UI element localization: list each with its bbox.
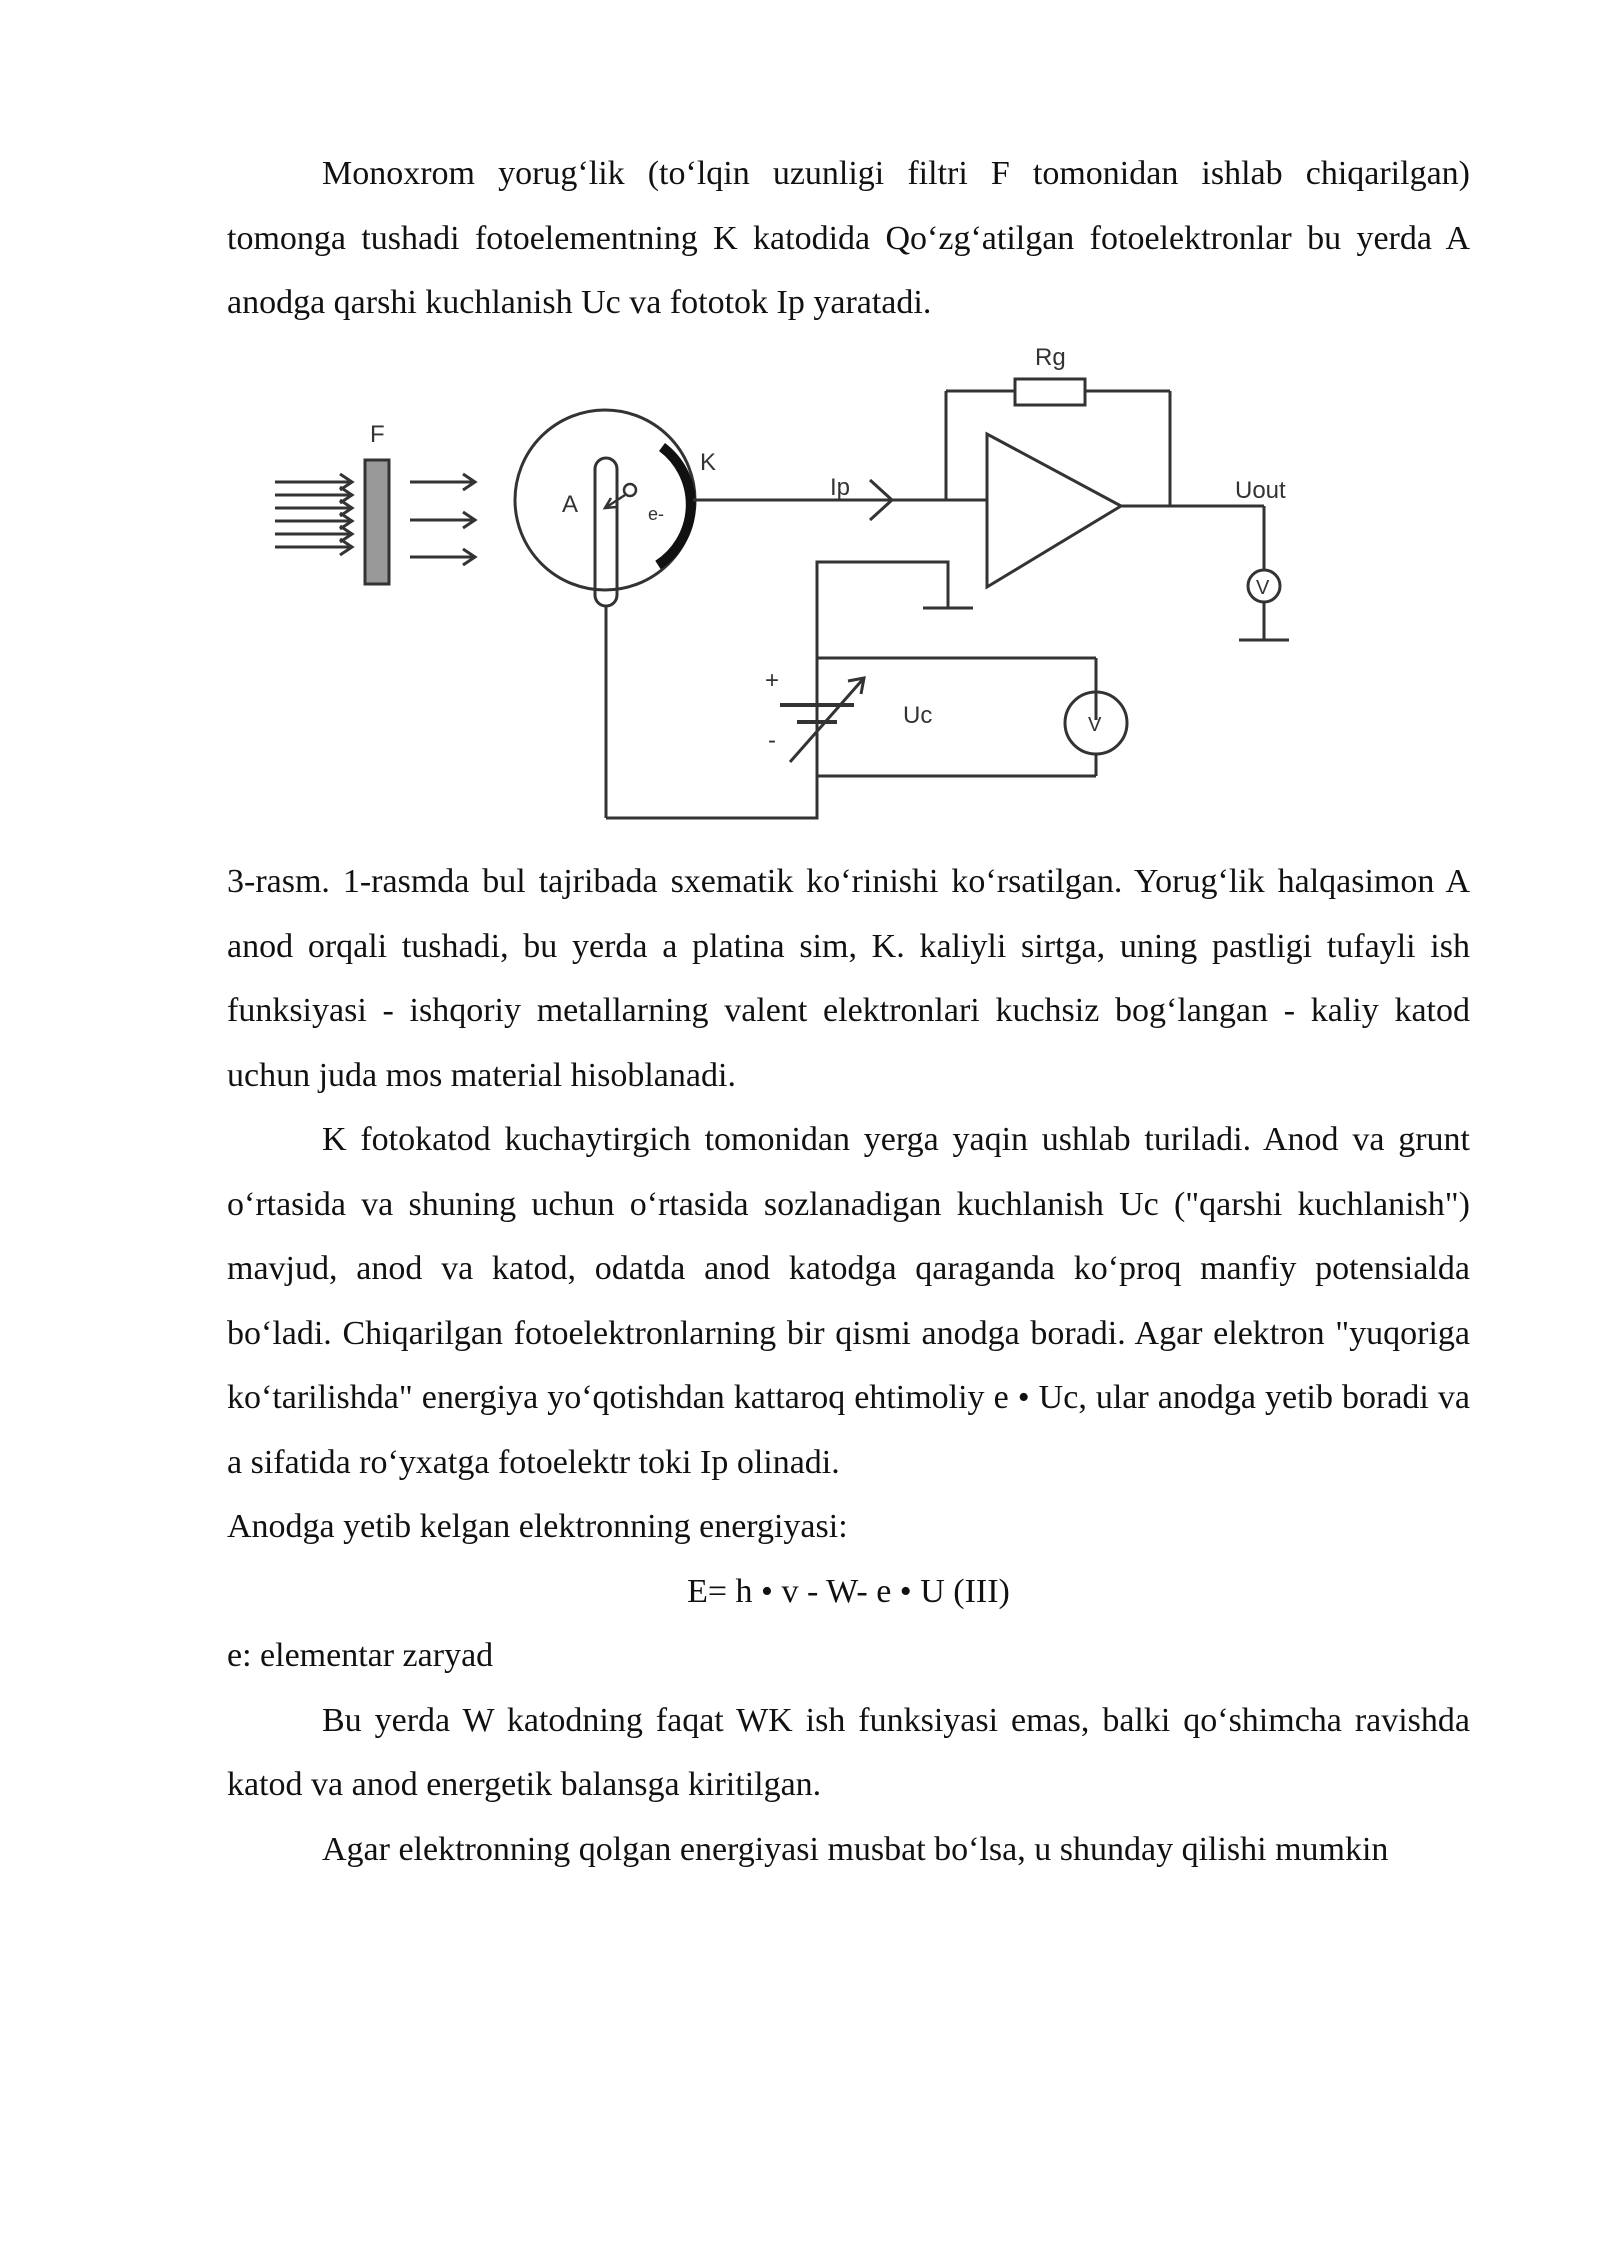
- resistor-label: Rg: [1035, 344, 1066, 371]
- current-label: Ip: [830, 474, 851, 501]
- paragraph-work-function: Bu yerda W katodning faqat WK ish funksiyasi emas, balki qo‘shimcha ravishda katod va anod energetik balansga kiritilgan.: [227, 1701, 1470, 1803]
- anode-rod: [595, 458, 617, 606]
- plus-label: +: [765, 667, 780, 694]
- anode-label: A: [562, 491, 579, 518]
- energy-formula: E= h • v - W- e • U (III): [687, 1572, 1010, 1610]
- circuit-diagram: [260, 330, 1320, 830]
- electron-label: e-: [648, 504, 665, 524]
- paragraph-photocathode: K fotokatod kuchaytirgich tomonidan yerga yaqin ushlab turiladi. Anod va grunt o‘rtasida va shuning uchun o‘rtasida sozlanadigan kuchlanish Uc ("qarshi kuchlanish") mavjud, anod va katod, odatda anod katodga qaraganda ko‘proq manfiy potensialda bo‘ladi. Chiqarilgan fotoelektronlarning bir qismi anodga boradi. Agar elektron "yuqoriga ko‘tarilishda" energiya yo‘qotishdan kattaroq ehtimoliy e • Uc, ular anodga yetib boradi va a sifatida ro‘yxatga fotoelektr toki Ip olinadi.: [227, 1121, 1470, 1481]
- charge-definition: e: elementar zaryad: [227, 1637, 494, 1674]
- intro-section: [227, 142, 1470, 336]
- light-arrows-right: [410, 474, 475, 565]
- resistor-rg: [1015, 379, 1085, 405]
- filter-label: F: [370, 421, 385, 448]
- filter-plate: [365, 460, 389, 584]
- voltmeter-out-label: V: [1256, 577, 1270, 599]
- cathode-label: K: [700, 449, 717, 476]
- intro-paragraph: Monoxrom yorug‘lik (to‘lqin uzunligi filtri F tomonidan ishlab chiqarilgan) tomonga tushadi fotoelementning K katodida Qo‘zg‘atilgan fotoelektronlar bu yerda A anodga qarshi kuchlanish Uc va fototok Ip yaratadi.: [227, 155, 1470, 321]
- voltmeter-uc-label: V: [1088, 714, 1102, 736]
- output-label: Uout: [1235, 477, 1286, 504]
- circuit-labels: [370, 344, 1286, 754]
- paragraph-remaining-energy: Agar elektronning qolgan energiyasi musbat bo‘lsa, u shunday qilishi mumkin: [322, 1830, 1389, 1868]
- minus-label: -: [768, 727, 776, 754]
- amplifier: [987, 434, 1121, 587]
- figure-caption: 3-rasm. 1-rasmda bul tajribada sxematik ko‘rinishi ko‘rsatilgan. Yorug‘lik halqasimon A anod orqali tushadi, bu yerda a platina sim, K. kaliyli sirtga, uning pastligi tufayli ish funksiyasi - ishqoriy metallarning valent elektronlari kuchsiz bog‘langan - kaliy katod uchun juda mos material hisoblanadi.: [227, 863, 1470, 1094]
- energy-intro: Anodga yetib kelgan elektronning energiyasi:: [227, 1508, 848, 1545]
- body-section: [227, 850, 1470, 1882]
- light-arrows-left: [275, 474, 352, 555]
- voltage-label: Uc: [903, 702, 933, 729]
- photocell-circuit-figure: [260, 330, 1320, 830]
